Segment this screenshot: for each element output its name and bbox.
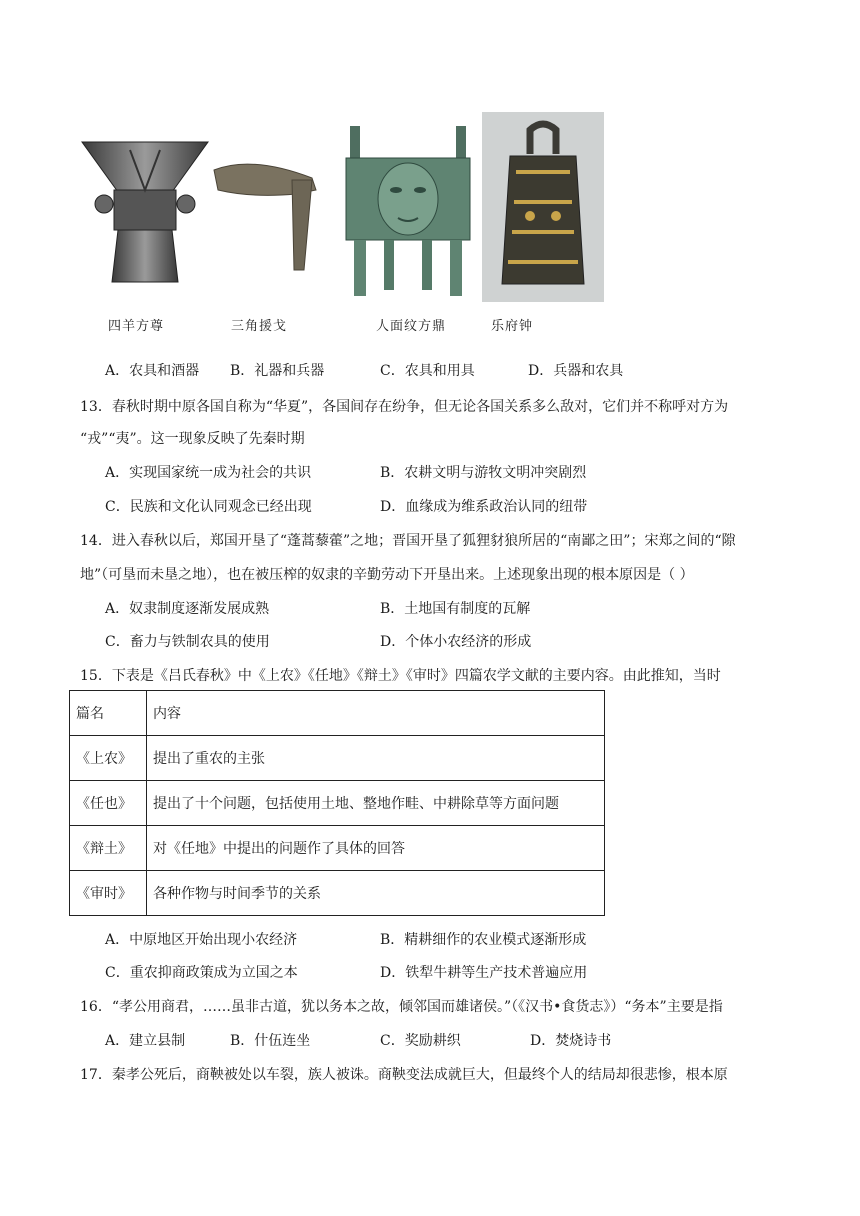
table-cell: 《审时》 xyxy=(70,871,147,916)
yuefu-bell-image xyxy=(482,112,604,302)
q12-option-a: A．农具和酒器 xyxy=(105,363,200,379)
q13-option-d: D．血缘成为维系政治认同的纽带 xyxy=(380,499,588,515)
triangle-dagger-axe-image xyxy=(212,150,337,280)
q13-option-a: A．实现国家统一成为社会的共识 xyxy=(105,465,312,481)
q15-option-d: D．铁犁牛耕等生产技术普遍应用 xyxy=(380,965,588,981)
q15-option-b: B．精耕细作的农业模式逐渐形成 xyxy=(380,932,587,948)
q14-option-c: C．畜力与铁制农具的使用 xyxy=(105,634,270,650)
q14-option-b: B．土地国有制度的瓦解 xyxy=(380,601,531,617)
q16-option-a: A．建立县制 xyxy=(105,1033,186,1049)
q13-stem-line1: 13．春秋时期中原各国自称为“华夏”，各国间存在纷争，但无论各国关系多么敌对，它们并不称呼对方为 xyxy=(80,399,729,415)
table-row xyxy=(70,781,605,826)
table-cell: 《上农》 xyxy=(70,736,147,781)
q13-option-c: C．民族和文化认同观念已经出现 xyxy=(105,499,312,515)
human-face-ding-image xyxy=(344,122,474,302)
q16-option-b: B．什伍连坐 xyxy=(230,1033,311,1049)
table-row xyxy=(70,826,605,871)
artifact-figures xyxy=(0,100,860,350)
caption-four-ram-zun: 四羊方尊 xyxy=(108,319,165,334)
table-row xyxy=(70,736,605,781)
table-row xyxy=(70,871,605,916)
q12-option-c: C．农具和用具 xyxy=(380,363,475,379)
caption-yuefu-bell: 乐府钟 xyxy=(491,319,534,334)
q14-option-a: A．奴隶制度逐渐发展成熟 xyxy=(105,601,270,617)
caption-face-ding: 人面纹方鼎 xyxy=(376,319,447,334)
q15-option-c: C．重农抑商政策成为立国之本 xyxy=(105,965,298,981)
q16-option-d: D．焚烧诗书 xyxy=(530,1033,612,1049)
q13-option-b: B．农耕文明与游牧文明冲突剧烈 xyxy=(380,465,587,481)
q17-stem: 17．秦孝公死后，商鞅被处以车裂，族人被诛。商鞅变法成就巨大，但最终个人的结局却很悲惨，根本原 xyxy=(80,1067,728,1083)
q12-option-d: D．兵器和农具 xyxy=(528,363,624,379)
table-cell: 提出了重农的主张 xyxy=(147,736,605,781)
q12-option-b: B．礼器和兵器 xyxy=(230,363,325,379)
q13-stem-line2: “戎”“夷”。这一现象反映了先秦时期 xyxy=(80,431,305,447)
table-header-row xyxy=(70,691,605,736)
table-cell: 对《任地》中提出的问题作了具体的回答 xyxy=(147,826,605,871)
table-header-cell: 内容 xyxy=(147,691,605,736)
table-cell: 各种作物与时间季节的关系 xyxy=(147,871,605,916)
q15-option-a: A．中原地区开始出现小农经济 xyxy=(105,932,298,948)
table-cell: 《辩土》 xyxy=(70,826,147,871)
table-cell: 提出了十个问题，包括使用土地、整地作畦、中耕除草等方面问题 xyxy=(147,781,605,826)
q14-stem-line1: 14．进入春秋以后，郑国开垦了“蓬蒿藜藿”之地；晋国开垦了狐狸豺狼所居的“南鄙之田”；宋郑之间的“隙 xyxy=(80,533,736,549)
q15-stem: 15．下表是《吕氏春秋》中《上农》《任地》《辩土》《审时》四篇农学文献的主要内容。由此推知，当时 xyxy=(80,668,721,684)
q16-option-c: C．奖励耕织 xyxy=(380,1033,461,1049)
q16-stem: 16．“孝公用商君，……虽非古道，犹以务本之故，倾邻国而雄诸侯。”（《汉书•食货志》）“务本”主要是指 xyxy=(80,999,723,1015)
q15-table xyxy=(69,690,605,916)
table-header-cell: 篇名 xyxy=(70,691,147,736)
four-ram-zun-image xyxy=(80,130,210,290)
q14-option-d: D．个体小农经济的形成 xyxy=(380,634,532,650)
table-cell: 《任也》 xyxy=(70,781,147,826)
q14-stem-line2: 地”（可垦而未垦之地），也在被压榨的奴隶的辛勤劳动下开垦出来。上述现象出现的根本原因是（ ） xyxy=(80,567,694,583)
caption-dagger-axe: 三角援戈 xyxy=(231,319,288,334)
